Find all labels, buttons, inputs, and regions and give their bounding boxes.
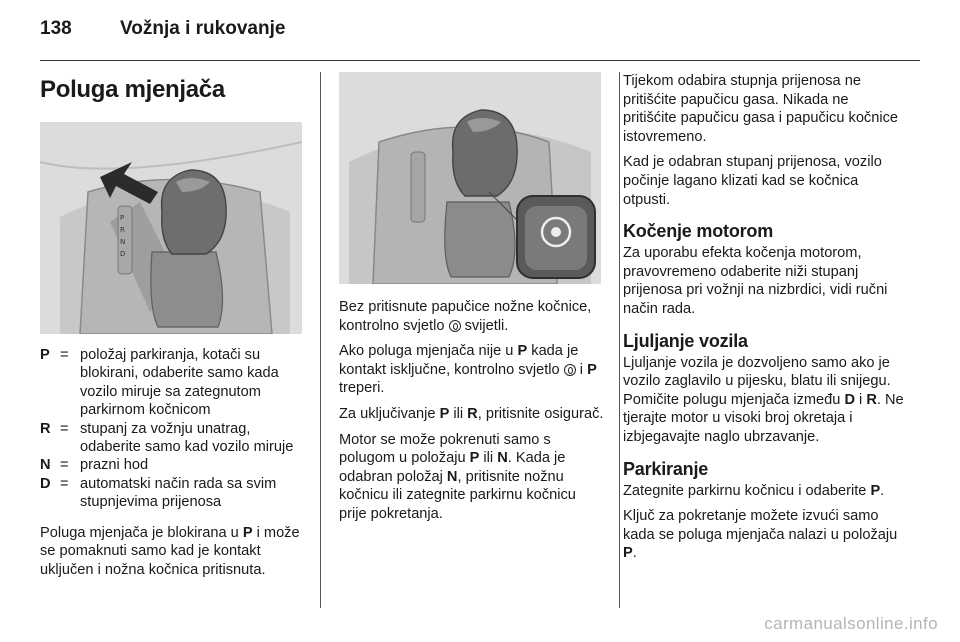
parking-heading: Parkiranje bbox=[623, 458, 709, 479]
watermark: carmanualsonline.info bbox=[764, 614, 938, 633]
figure-label-d: D bbox=[120, 250, 126, 258]
column-2 bbox=[339, 72, 605, 531]
page-header bbox=[40, 16, 920, 60]
brake-warning-lamp-icon bbox=[564, 364, 576, 376]
figure-label-r: R bbox=[120, 226, 125, 234]
gear-lever-illustration bbox=[40, 122, 302, 334]
header-rule bbox=[40, 60, 920, 61]
engine-braking-paragraph: Za uporabu efekta kočenja motorom, pravovremeno odaberite niži stupanj prijenosa pri vožnji na nizbrdici, vidi ručni način rada. bbox=[623, 245, 888, 317]
parking-paragraph: Zategnite parkirnu kočnicu i odaberite P. bbox=[623, 482, 885, 499]
page-number: 138 bbox=[40, 18, 72, 39]
figure-label-p: P bbox=[120, 214, 125, 222]
rocking-paragraph: Ljuljanje vozila je dozvoljeno samo ako je vozilo zaglavilo u pijesku, blatu ili snijegu. Pomičite polugu mjenjača između D i R. Ne tjerajte motor u visoki broj okretaja i izbjegavajte naglo ubrzavanje. bbox=[623, 354, 904, 445]
definition-r: R = stupanj za vožnju unatrag, odaberite samo kad vozilo miruje bbox=[40, 420, 294, 456]
creep-paragraph: Kad je odabran stupanj prijenosa, vozilo počinje lagano klizati kad se kočnica otpusti. bbox=[623, 154, 882, 208]
engine-braking-heading: Kočenje motorom bbox=[623, 221, 774, 242]
lever-lock-figure bbox=[339, 72, 601, 284]
rocking-heading: Ljuljanje vozila bbox=[623, 330, 748, 351]
gear-lever-figure bbox=[40, 122, 302, 334]
key-removal-paragraph: Ključ za pokretanje možete izvući samo kada se poluga mjenjača nalazi u položaju P. bbox=[623, 508, 898, 562]
chapter-title: Vožnja i rukovanje bbox=[120, 18, 286, 39]
column-3 bbox=[623, 72, 905, 570]
definition-n: N = prazni hod bbox=[40, 457, 149, 474]
lever-not-in-p-paragraph: Ako poluga mjenjača nije u P kada je kontakt isključne, kontrolno svjetlo i P treperi. bbox=[339, 343, 597, 397]
gear-position-list bbox=[40, 346, 306, 512]
engine-start-paragraph: Motor se može pokrenuti samo s polugom u položaju P ili N. Kada je odabran položaj N, pritisnite nožnu kočnicu ili zategnite parkirnu kočnicu prije pokretanja. bbox=[339, 431, 576, 522]
definition-p: P = položaj parkiranja, kotači su blokirani, odaberite samo kada vozilo miruje sa zategnutom parkirnom kočnicom bbox=[40, 347, 279, 419]
brake-warning-lamp-icon bbox=[449, 320, 461, 332]
lever-lock-paragraph: Poluga mjenjača je blokirana u P i može se pomaknuti samo kad je kontakt uključen i nožna kočnica pritisnuta. bbox=[40, 524, 300, 578]
definition-d: D = automatski način rada sa svim stupnjevima prijenosa bbox=[40, 475, 277, 511]
lever-lock-illustration bbox=[339, 72, 601, 284]
accelerator-paragraph: Tijekom odabira stupnja prijenosa ne pritišćite papučicu gasa. Nikada ne pritišćite papučicu gasa i papučicu kočnice istovremeno. bbox=[623, 73, 899, 145]
figure-label-n: N bbox=[120, 238, 126, 246]
engage-p-r-paragraph: Za uključivanje P ili R, pritisnite osigurač. bbox=[339, 405, 604, 422]
column-1 bbox=[40, 72, 306, 586]
column-divider-2 bbox=[619, 72, 620, 608]
column-divider-1 bbox=[320, 72, 321, 608]
section-title: Poluga mjenjača bbox=[40, 76, 225, 103]
brake-lamp-paragraph: Bez pritisnute papučice nožne kočnice, kontrolno svjetlo svijetli. bbox=[339, 299, 592, 334]
